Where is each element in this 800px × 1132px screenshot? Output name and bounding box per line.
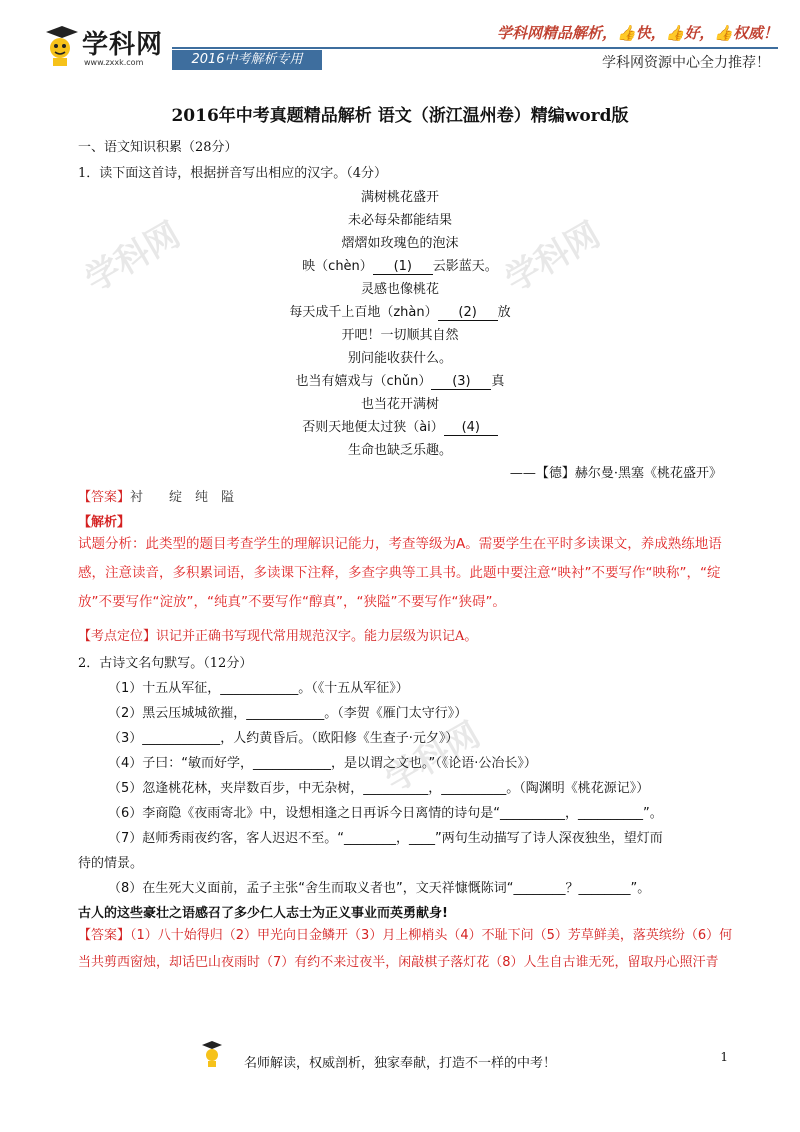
point-tag: 【考点定位】 (78, 629, 157, 644)
dictation-item: （2）黑云压城城欲摧，____________。（李贺《雁门太守行》） (108, 706, 468, 721)
logo-url: www.zxxk.com (84, 58, 144, 67)
dictation-item: （4）子曰：“敏而好学，____________，是以谓之文也。”（《论语·公冶长》） (108, 756, 537, 771)
poem-line-blank-1: 映（chèn） (1) 云影蓝天。 (302, 259, 498, 274)
poem-line: 别问能收获什么。 (347, 351, 452, 366)
mascot-icon (40, 24, 80, 68)
point-text: 识记并正确书写现代常用规范汉字。能力层级为识记A。 (156, 629, 478, 644)
answer-tag: 【答案】 (78, 928, 131, 943)
poem-line: 开吧！一切顺其自然 (341, 328, 459, 343)
poem-line: 未必每朵都能结果 (347, 213, 452, 228)
dictation-item-cont: 待的情景。 (78, 856, 144, 871)
poem-line-blank-2: 每天成千上百地（zhàn） (2) 放 (289, 305, 511, 320)
header-recommend: 学科网资源中心全力推荐！ (602, 55, 770, 71)
footer-text: 名师解读，权威剖析，独家奉献，打造不一样的中考！ (243, 1056, 556, 1071)
question-1-prompt: 1．读下面这首诗，根据拼音写出相应的汉字。（4分） (78, 166, 388, 181)
dictation-item: （7）赵师秀雨夜约客，客人迟迟不至。“________，____”两句生动描写了诗人深夜独坐，望灯而 (108, 831, 663, 846)
poem-line: 生命也缺乏乐趣。 (347, 443, 452, 458)
poem-line: 满树桃花盛开 (360, 190, 439, 205)
poem-line: 也当花开满树 (360, 397, 439, 412)
header-slogan: 学科网精品解析，👍快，👍好，👍权威！ (496, 24, 778, 42)
dictation-item: （5）忽逢桃花林，夹岸数百步，中无杂树，__________，__________。（陶渊明《桃花源记》） (108, 781, 650, 796)
answer-text: （1）八十始得归（2）甲光向日金鳞开（3）月上柳梢头（4）不耻下问（5）芳草鲜美，落英缤纷（6）何当共剪西窗烛，却话巴山夜雨时（7）有约不来过夜半，闲敲棋子落灯花（8）人生自古谁无死，留取丹心照汗青 (78, 928, 733, 970)
dictation-item-cont: 古人的这些豪壮之语感召了多少仁人志士为正义事业而英勇献身! (78, 906, 448, 921)
blank-1[interactable]: (1) (373, 259, 433, 275)
watermark: 学科网 (78, 214, 187, 301)
header-banner: 2016中考解析专用 (172, 50, 322, 70)
logo[interactable] (40, 20, 170, 76)
blank-2[interactable]: (2) (438, 305, 498, 321)
poem-source: ——【德】赫尔曼·黑塞《桃花盛开》 (509, 466, 722, 481)
watermark: 学科网 (498, 214, 607, 301)
page-number: 1 (720, 1050, 728, 1064)
section-heading: 一、语文知识积累（28分） (78, 140, 238, 155)
analysis-text: 试题分析：此类型的题目考查学生的理解识记能力，考查等级为A。需要学生在平时多读课文，养成熟练地语感，注意读音，多积累词语，多读课下注释，多查字典等工具书。此题中要注意“映衬”不要写作“映称”，“绽放”不要写作“淀放”，“纯真”不要写作“醇真”，“狭隘”不要写作“狭碍”。 (78, 536, 722, 610)
header-divider (172, 47, 778, 49)
watermark: 学科网 (378, 714, 487, 801)
dictation-item: （1）十五从军征，____________。（《十五从军征》） (108, 681, 409, 696)
poem-line: 熠熠如玫瑰色的泡沫 (341, 236, 459, 251)
poem-line-blank-4: 否则天地便太过狭（ài） (4) (0, 416, 800, 436)
dictation-item: （8）在生死大义面前，孟子主张“舍生而取义者也”，文天祥慷慨陈词“________？________”。 (108, 881, 651, 896)
analysis-tag: 【解析】 (78, 515, 131, 530)
dictation-item: （6）李商隐《夜雨寄北》中，设想相逢之日再诉今日离情的诗句是“__________，__________”。 (108, 806, 663, 821)
logo-text: 学科网 (82, 30, 164, 60)
blank-4[interactable]: (4) (444, 420, 498, 436)
knowledge-point (78, 625, 477, 644)
page-title: 2016年中考真题精品解析 语文（浙江温州卷）精编word版 (171, 106, 629, 126)
answer-text: 衬 绽 纯 隘 (130, 490, 235, 505)
answer-2 (78, 922, 738, 976)
poem-line: 灵感也像桃花 (360, 282, 439, 297)
blank-3[interactable]: (3) (431, 374, 491, 390)
poem-line-blank-3: 也当有嬉戏与（chǔn） (3) 真 (295, 374, 505, 389)
dictation-item: （3）____________，人约黄昏后。（欧阳修《生查子·元夕》） (108, 731, 459, 746)
answer-1 (78, 486, 234, 505)
question-2-prompt: 2．古诗文名句默写。（12分） (78, 656, 253, 671)
answer-tag: 【答案】 (78, 490, 131, 505)
